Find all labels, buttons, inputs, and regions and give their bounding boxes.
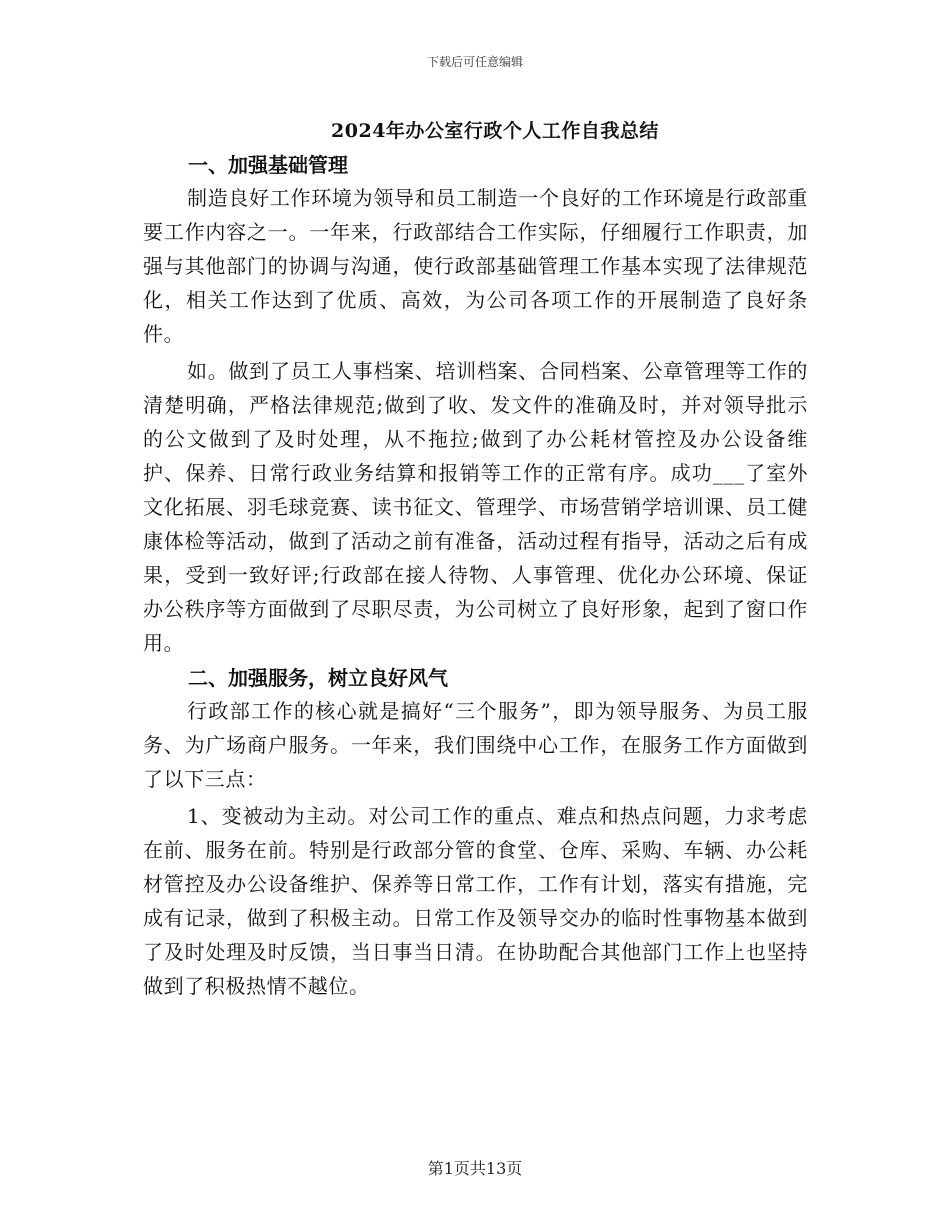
paragraph: 行政部工作的核心就是搞好“三个服务”，即为领导服务、为员工服务、为广场商户服务。一年来，我们围绕中心工作，在服务工作方面做到了以下三点： [143, 699, 808, 791]
page-number: 第1页共13页 [427, 1159, 523, 1178]
section-heading: 二、加强服务，树立良好风气 [188, 666, 448, 690]
document-title: 2024年办公室行政个人工作自我总结 [331, 120, 659, 142]
document-body [143, 150, 808, 1006]
section-2 [143, 663, 808, 1003]
paragraph: 制造良好工作环境为领导和员工制造一个良好的工作环境是行政部重要工作内容之一。一年来，行政部结合工作实际，仔细履行工作职责，加强与其他部门的协调与沟通，使行政部基础管理工作基本实现了法律规范化，相关工作达到了优质、高效，为公司各项工作的开展制造了良好条件。 [143, 186, 808, 346]
header-note: 下载后可任意编辑 [426, 55, 523, 69]
section-heading: 一、加强基础管理 [188, 153, 348, 177]
paragraph: 如。做到了员工人事档案、培训档案、合同档案、公章管理等工作的清楚明确，严格法律规范;做到了收、发文件的准确及时，并对领导批示的公文做到了及时处理，从不拖拉;做到了办公耗材管控及办公设备维护、保养、日常行政业务结算和报销等工作的正常有序。成功___了室外文化拓展、羽毛球竞赛、读书征文、管理学、市场营销学培训课、员工健康体检等活动，做到了活动之前有准备，活动过程有指导，活动之后有成果，受到一致好评;行政部在接人待物、人事管理、优化办公环境、保证办公秩序等方面做到了尽职尽责，为公司树立了良好形象，起到了窗口作用。 [143, 359, 808, 655]
paragraph: 1、变被动为主动。对公司工作的重点、难点和热点问题，力求考虑在前、服务在前。特别是行政部分管的食堂、仓库、采购、车辆、办公耗材管控及办公设备维护、保养等日常工作，工作有计划，落实有措施，完成有记录，做到了积极主动。日常工作及领导交办的临时性事物基本做到了及时处理及时反馈，当日事当日清。在协助配合其他部门工作上也坚持做到了积极热情不越位。 [143, 804, 808, 998]
section-1 [143, 150, 808, 660]
